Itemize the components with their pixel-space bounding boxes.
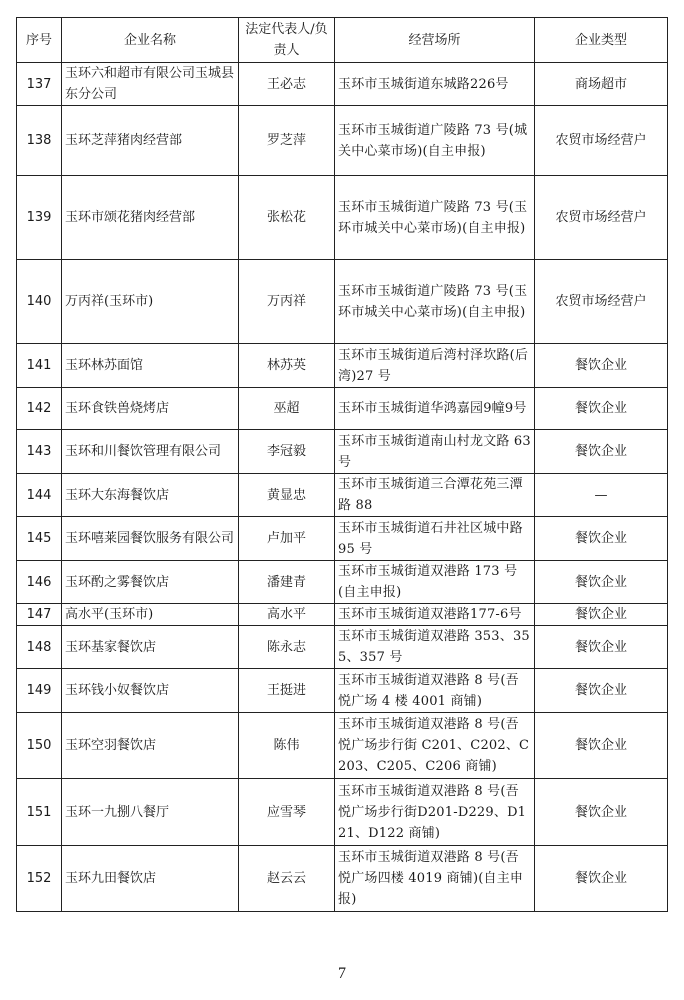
cell-name: 玉环一九捌八餐厅: [62, 779, 239, 846]
cell-name: 玉环嘻莱园餐饮服务有限公司: [62, 517, 239, 561]
cell-rep: 陈永志: [239, 626, 335, 669]
cell-rep: 卢加平: [239, 517, 335, 561]
cell-addr: 玉环市玉城街道双港路 8 号(吾悦广场 4 楼 4001 商铺): [335, 669, 535, 713]
cell-type: 餐饮企业: [535, 669, 668, 713]
cell-name: 万丙祥(玉环市): [62, 260, 239, 344]
table-row: [17, 779, 668, 846]
table-row: [17, 176, 668, 260]
cell-addr: 玉环市玉城街道广陵路 73 号(玉环市城关中心菜市场)(自主申报): [335, 176, 535, 260]
table-row: [17, 846, 668, 912]
cell-addr: 玉环市玉城街道双港路177-6号: [335, 604, 535, 626]
cell-addr: 玉环市玉城街道双港路 8 号(吾悦广场步行街D201-D229、D121、D122 商铺): [335, 779, 535, 846]
table-row: [17, 561, 668, 604]
cell-rep: 陈伟: [239, 713, 335, 779]
cell-name: 玉环林苏面馆: [62, 344, 239, 388]
page-number: 7: [338, 965, 346, 982]
cell-rep: 王挺进: [239, 669, 335, 713]
cell-name: 高水平(玉环市): [62, 604, 239, 626]
cell-type: 餐饮企业: [535, 846, 668, 912]
cell-addr: 玉环市玉城街道石井社区城中路 95 号: [335, 517, 535, 561]
cell-type: 餐饮企业: [535, 561, 668, 604]
cell-type: 餐饮企业: [535, 604, 668, 626]
cell-name: 玉环基家餐饮店: [62, 626, 239, 669]
col-header-type: 企业类型: [535, 18, 668, 63]
cell-type: 农贸市场经营户: [535, 106, 668, 176]
table-row: [17, 388, 668, 430]
cell-no: 143: [17, 430, 62, 474]
cell-no: 139: [17, 176, 62, 260]
cell-no: 149: [17, 669, 62, 713]
cell-addr: 玉环市玉城街道三合潭花苑三潭路 88: [335, 474, 535, 517]
cell-rep: 黄显忠: [239, 474, 335, 517]
cell-no: 137: [17, 63, 62, 106]
table-row: [17, 430, 668, 474]
cell-name: 玉环大东海餐饮店: [62, 474, 239, 517]
cell-addr: 玉环市玉城街道华鸿嘉园9幢9号: [335, 388, 535, 430]
enterprise-table: [16, 17, 668, 912]
table-row: [17, 517, 668, 561]
cell-name: 玉环酌之雾餐饮店: [62, 561, 239, 604]
cell-type: 餐饮企业: [535, 388, 668, 430]
cell-rep: 张松花: [239, 176, 335, 260]
cell-type: 餐饮企业: [535, 517, 668, 561]
header-row: [17, 18, 668, 63]
cell-no: 141: [17, 344, 62, 388]
cell-name: 玉环和川餐饮管理有限公司: [62, 430, 239, 474]
table-row: [17, 106, 668, 176]
cell-no: 138: [17, 106, 62, 176]
cell-no: 140: [17, 260, 62, 344]
cell-addr: 玉环市玉城街道双港路 8 号(吾悦广场四楼 4019 商铺)(自主申报): [335, 846, 535, 912]
cell-rep: 巫超: [239, 388, 335, 430]
cell-type: 农贸市场经营户: [535, 260, 668, 344]
cell-rep: 李冠毅: [239, 430, 335, 474]
col-header-name: 企业名称: [62, 18, 239, 63]
cell-name: 玉环芝萍猪肉经营部: [62, 106, 239, 176]
cell-type: 餐饮企业: [535, 713, 668, 779]
table-row: [17, 713, 668, 779]
table-row: [17, 669, 668, 713]
cell-no: 144: [17, 474, 62, 517]
cell-name: 玉环食铁兽烧烤店: [62, 388, 239, 430]
cell-type: 餐饮企业: [535, 626, 668, 669]
cell-rep: 罗芝萍: [239, 106, 335, 176]
cell-type: 农贸市场经营户: [535, 176, 668, 260]
cell-no: 146: [17, 561, 62, 604]
cell-name: 玉环九田餐饮店: [62, 846, 239, 912]
cell-addr: 玉环市玉城街道东城路226号: [335, 63, 535, 106]
cell-name: 玉环钱小奴餐饮店: [62, 669, 239, 713]
cell-addr: 玉环市玉城街道广陵路 73 号(玉环市城关中心菜市场)(自主申报): [335, 260, 535, 344]
cell-rep: 林苏英: [239, 344, 335, 388]
cell-rep: 高水平: [239, 604, 335, 626]
cell-no: 152: [17, 846, 62, 912]
table-row: [17, 260, 668, 344]
cell-no: 147: [17, 604, 62, 626]
cell-rep: 潘建青: [239, 561, 335, 604]
cell-rep: 王必志: [239, 63, 335, 106]
cell-no: 142: [17, 388, 62, 430]
cell-name: 玉环市颂花猪肉经营部: [62, 176, 239, 260]
cell-no: 148: [17, 626, 62, 669]
cell-type: —: [535, 474, 668, 517]
cell-type: 餐饮企业: [535, 430, 668, 474]
cell-no: 150: [17, 713, 62, 779]
table-body: [17, 63, 668, 912]
table-row: [17, 344, 668, 388]
cell-type: 餐饮企业: [535, 344, 668, 388]
cell-rep: 赵云云: [239, 846, 335, 912]
cell-type: 商场超市: [535, 63, 668, 106]
col-header-no: 序号: [17, 18, 62, 63]
cell-addr: 玉环市玉城街道双港路 8 号(吾悦广场步行街 C201、C202、C203、C205、C206 商铺): [335, 713, 535, 779]
cell-addr: 玉环市玉城街道双港路 353、355、357 号: [335, 626, 535, 669]
col-header-addr: 经营场所: [335, 18, 535, 63]
cell-no: 151: [17, 779, 62, 846]
cell-addr: 玉环市玉城街道广陵路 73 号(城关中心菜市场)(自主申报): [335, 106, 535, 176]
cell-addr: 玉环市玉城街道南山村龙文路 63 号: [335, 430, 535, 474]
table-row: [17, 604, 668, 626]
col-header-rep: 法定代表人/负责人: [239, 18, 335, 63]
cell-rep: 应雪琴: [239, 779, 335, 846]
cell-rep: 万丙祥: [239, 260, 335, 344]
table-row: [17, 474, 668, 517]
cell-name: 玉环空羽餐饮店: [62, 713, 239, 779]
cell-no: 145: [17, 517, 62, 561]
cell-addr: 玉环市玉城街道双港路 173 号(自主申报): [335, 561, 535, 604]
cell-type: 餐饮企业: [535, 779, 668, 846]
cell-addr: 玉环市玉城街道后湾村泽坎路(后湾)27 号: [335, 344, 535, 388]
table-row: [17, 63, 668, 106]
table-row: [17, 626, 668, 669]
cell-name: 玉环六和超市有限公司玉城县东分公司: [62, 63, 239, 106]
